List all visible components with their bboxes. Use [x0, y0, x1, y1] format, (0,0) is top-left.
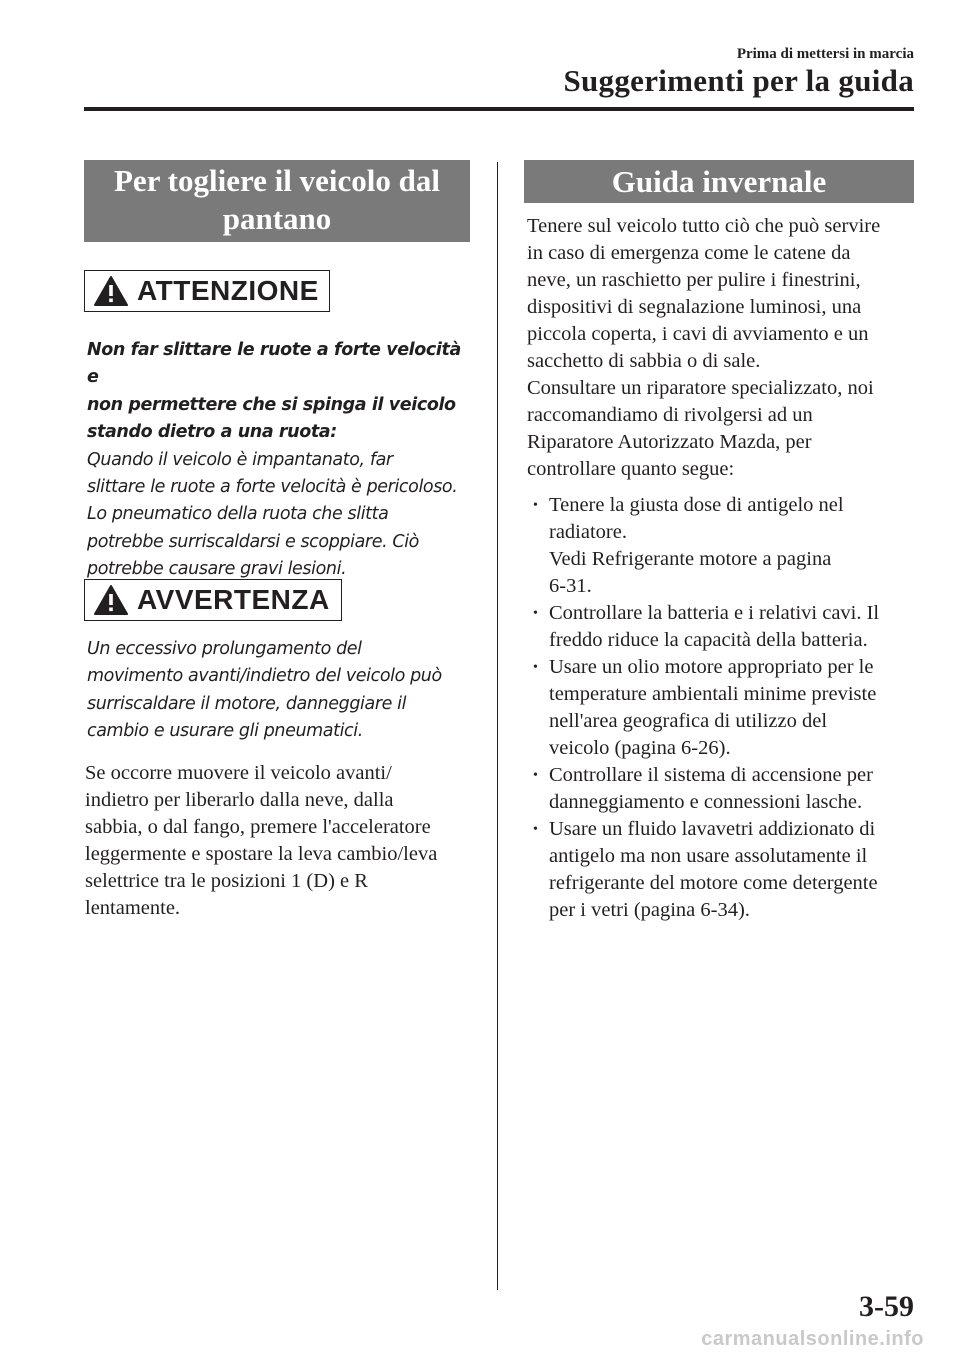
body-line: lentamente.: [85, 897, 181, 919]
warning-label-text: AVVERTENZA: [137, 584, 330, 615]
bullet-icon: •: [533, 498, 538, 513]
caution-line: potrebbe causare gravi lesioni.: [87, 559, 347, 580]
caution-text: [87, 337, 473, 584]
body-line: leggermente e spostare la leva cambio/leva: [85, 843, 438, 865]
right-intro-paragraph: [527, 213, 919, 483]
warning-line: surriscaldare il motore, danneggiare il: [87, 693, 407, 714]
warning-line: movimento avanti/indietro del veicolo può: [87, 666, 442, 687]
warning-triangle-icon: [93, 584, 129, 616]
list-item: [527, 762, 919, 816]
caution-label: [84, 270, 330, 312]
body-line: neve, un raschietto per pulire i finestrini,: [527, 269, 861, 291]
list-item-line: radiatore.: [549, 521, 627, 543]
caution-line: slittare le ruote a forte velocità è pericoloso.: [87, 477, 458, 498]
caution-bold-line: stando dietro a una ruota:: [87, 422, 337, 443]
header-title: Suggerimenti per la guida: [563, 63, 914, 98]
list-item-line: danneggiamento e connessioni lasche.: [549, 791, 863, 813]
list-item-line: freddo riduce la capacità della batteria.: [549, 629, 868, 651]
caution-bold-line: Non far slittare le ruote a forte velocità e: [87, 340, 461, 388]
list-item-line: Usare un olio motore appropriato per le: [549, 656, 874, 678]
body-line: selettrice tra le posizioni 1 (D) e R: [85, 870, 368, 892]
list-item: [527, 654, 919, 762]
list-item-line: Usare un fluido lavavetri addizionato di: [549, 818, 876, 840]
bullet-icon: •: [533, 660, 538, 675]
winter-checklist: [527, 492, 919, 924]
body-line: raccomandiamo di rivolgersi ad un: [527, 404, 813, 426]
body-line: Consultare un riparatore specializzato, noi: [527, 377, 874, 399]
header-section-label: Prima di mettersi in marcia: [736, 46, 914, 62]
column-divider: [497, 162, 498, 1290]
list-item: [527, 600, 919, 654]
section-heading-right: Guida invernale: [524, 160, 914, 203]
body-line: dispositivi di segnalazione luminosi, una: [527, 296, 862, 318]
caution-line: potrebbe surriscaldarsi e scoppiare. Ciò: [87, 531, 419, 552]
list-item-line: 6-31.: [549, 575, 592, 597]
list-item-line: Controllare la batteria e i relativi cavi. Il: [549, 602, 880, 624]
list-item-line: Vedi Refrigerante motore a pagina: [549, 548, 832, 570]
section-heading-left-line2: pantano: [222, 201, 332, 236]
caution-label-text: ATTENZIONE: [137, 275, 319, 306]
list-item-line: temperature ambientali minime previste: [549, 683, 877, 705]
list-item-line: per i vetri (pagina 6-34).: [549, 899, 750, 921]
body-line: indietro per liberarlo dalla neve, dalla: [85, 789, 394, 811]
bullet-icon: •: [533, 768, 538, 783]
bullet-icon: •: [533, 606, 538, 621]
watermark: carmanualsonline.info: [701, 1328, 924, 1350]
list-item: [527, 492, 919, 600]
list-item-line: antigelo ma non usare assolutamente il: [549, 845, 868, 867]
body-line: sacchetto di sabbia o di sale.: [527, 350, 761, 372]
header-rule: [84, 107, 914, 111]
warning-triangle-icon: [93, 275, 129, 307]
page-number: 3-59: [859, 1290, 914, 1323]
warning-label: [84, 579, 342, 621]
list-item-line: veicolo (pagina 6-26).: [549, 737, 731, 759]
list-item-line: Tenere la giusta dose di antigelo nel: [549, 494, 844, 516]
body-line: controllare quanto segue:: [527, 458, 735, 480]
body-line: piccola coperta, i cavi di avviamento e un: [527, 323, 869, 345]
warning-line: Un eccessivo prolungamento del: [87, 639, 362, 659]
caution-line: Lo pneumatico della ruota che slitta: [87, 504, 389, 525]
list-item-line: Controllare il sistema di accensione per: [549, 764, 873, 786]
warning-line: cambio e usurare gli pneumatici.: [87, 721, 363, 742]
warning-text: [87, 636, 473, 746]
body-line: Se occorre muovere il veicolo avanti/: [85, 762, 392, 784]
section-heading-left: [84, 160, 470, 242]
body-line: sabbia, o dal fango, premere l'acceleratore: [85, 816, 431, 838]
list-item-line: nell'area geografica di utilizzo del: [549, 710, 828, 732]
body-line: Tenere sul veicolo tutto ciò che può servire: [527, 215, 881, 237]
list-item-line: refrigerante del motore come detergente: [549, 872, 878, 894]
caution-bold-line: non permettere che si spinga il veicolo: [87, 394, 456, 415]
list-item: [527, 816, 919, 924]
caution-line: Quando il veicolo è impantanato, far: [87, 449, 393, 470]
left-body-paragraph: [85, 760, 475, 922]
body-line: in caso di emergenza come le catene da: [527, 242, 851, 264]
body-line: Riparatore Autorizzato Mazda, per: [527, 431, 812, 453]
bullet-icon: •: [533, 822, 538, 837]
section-heading-left-line1: Per togliere il veicolo dal: [114, 163, 440, 198]
